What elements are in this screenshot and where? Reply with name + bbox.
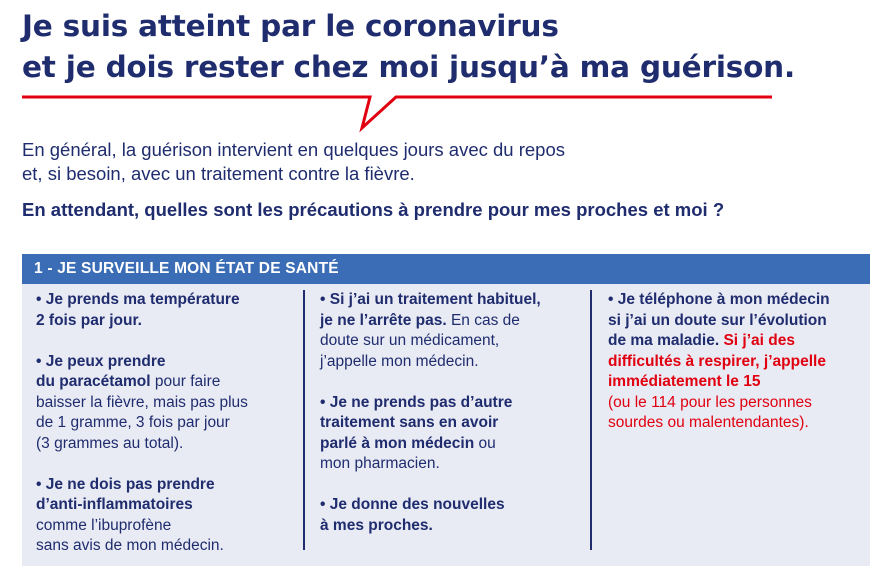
item-text: (3 grammes au total). bbox=[36, 434, 184, 452]
column-3 bbox=[608, 290, 864, 454]
emergency-number-text: immédiatement le 15 bbox=[608, 373, 761, 390]
item-text: doute sur un médicament, bbox=[320, 332, 500, 349]
item-text: baisser la fièvre, mais pas plus bbox=[36, 393, 248, 411]
item-text: • Je ne dois pas prendre bbox=[36, 475, 215, 493]
item-paracetamol bbox=[36, 352, 298, 455]
item-text: si j’ai un doute sur l’évolution bbox=[608, 311, 827, 329]
item-text: • Si j’ai un traitement habituel, bbox=[320, 291, 541, 308]
item-anti-inflammatory bbox=[36, 475, 298, 557]
item-text: traitement sans en avoir bbox=[320, 414, 499, 431]
item-text: j’appelle mon médecin. bbox=[320, 352, 479, 370]
item-text-note: (ou le 114 pour les personnes bbox=[608, 393, 812, 411]
title-line-2: et je dois rester chez moi jusqu’à ma guérison. bbox=[22, 50, 795, 84]
intro-line-1: En général, la guérison intervient en quelques jours avec du repos bbox=[22, 139, 566, 160]
item-text-bold: du paracétamol bbox=[36, 373, 151, 390]
item-call-doctor bbox=[608, 290, 864, 434]
item-text: 2 fois par jour. bbox=[36, 311, 142, 329]
item-text-urgent: Si j’ai des bbox=[719, 332, 795, 349]
column-divider bbox=[590, 290, 592, 550]
column-divider bbox=[303, 290, 305, 550]
item-text: • Je téléphone à mon médecin bbox=[608, 291, 830, 308]
item-text-urgent: difficultés à respirer, j’appelle bbox=[608, 352, 826, 370]
item-text-note: sourdes ou malentendantes). bbox=[608, 414, 809, 431]
title-line-1: Je suis atteint par le coronavirus bbox=[22, 9, 559, 43]
item-temperature bbox=[36, 290, 298, 331]
intro-text bbox=[22, 138, 565, 186]
item-text: de 1 gramme, 3 fois par jour bbox=[36, 414, 230, 431]
health-monitoring-panel bbox=[22, 254, 870, 566]
item-text-rest: En cas de bbox=[446, 311, 520, 329]
column-2 bbox=[320, 290, 582, 557]
item-usual-treatment bbox=[320, 290, 582, 372]
item-text-bold: je ne l’arrête pas. bbox=[320, 311, 447, 329]
item-text: mon pharmacien. bbox=[320, 455, 440, 472]
precautions-question: En attendant, quelles sont les précautions à prendre pour mes proches et moi ? bbox=[22, 199, 725, 220]
item-text-bold: de ma maladie. bbox=[608, 332, 720, 349]
item-text: sans avis de mon médecin. bbox=[36, 537, 224, 554]
column-1 bbox=[36, 290, 298, 577]
panel-header: 1 - JE SURVEILLE MON ÉTAT DE SANTÉ bbox=[22, 254, 870, 284]
page-title bbox=[22, 6, 795, 88]
item-text: • Je ne prends pas d’autre bbox=[320, 393, 513, 411]
item-text: • Je prends ma température bbox=[36, 291, 240, 308]
item-text-rest: ou bbox=[474, 434, 496, 452]
item-text: comme l’ibuprofène bbox=[36, 516, 172, 534]
item-text: à mes proches. bbox=[320, 516, 433, 534]
item-text bbox=[36, 372, 298, 393]
intro-line-2: et, si besoin, avec un traitement contre la fièvre. bbox=[22, 163, 415, 184]
item-text: • Je peux prendre bbox=[36, 352, 166, 370]
item-text bbox=[320, 434, 582, 455]
item-text-rest: pour faire bbox=[150, 373, 221, 390]
item-other-treatment bbox=[320, 393, 582, 475]
item-text bbox=[608, 331, 864, 352]
item-text: • Je donne des nouvelles bbox=[320, 496, 505, 513]
item-text-bold: parlé à mon médecin bbox=[320, 434, 475, 452]
item-text: d’anti-inflammatoires bbox=[36, 496, 193, 513]
item-text bbox=[320, 311, 582, 332]
item-news bbox=[320, 495, 582, 536]
